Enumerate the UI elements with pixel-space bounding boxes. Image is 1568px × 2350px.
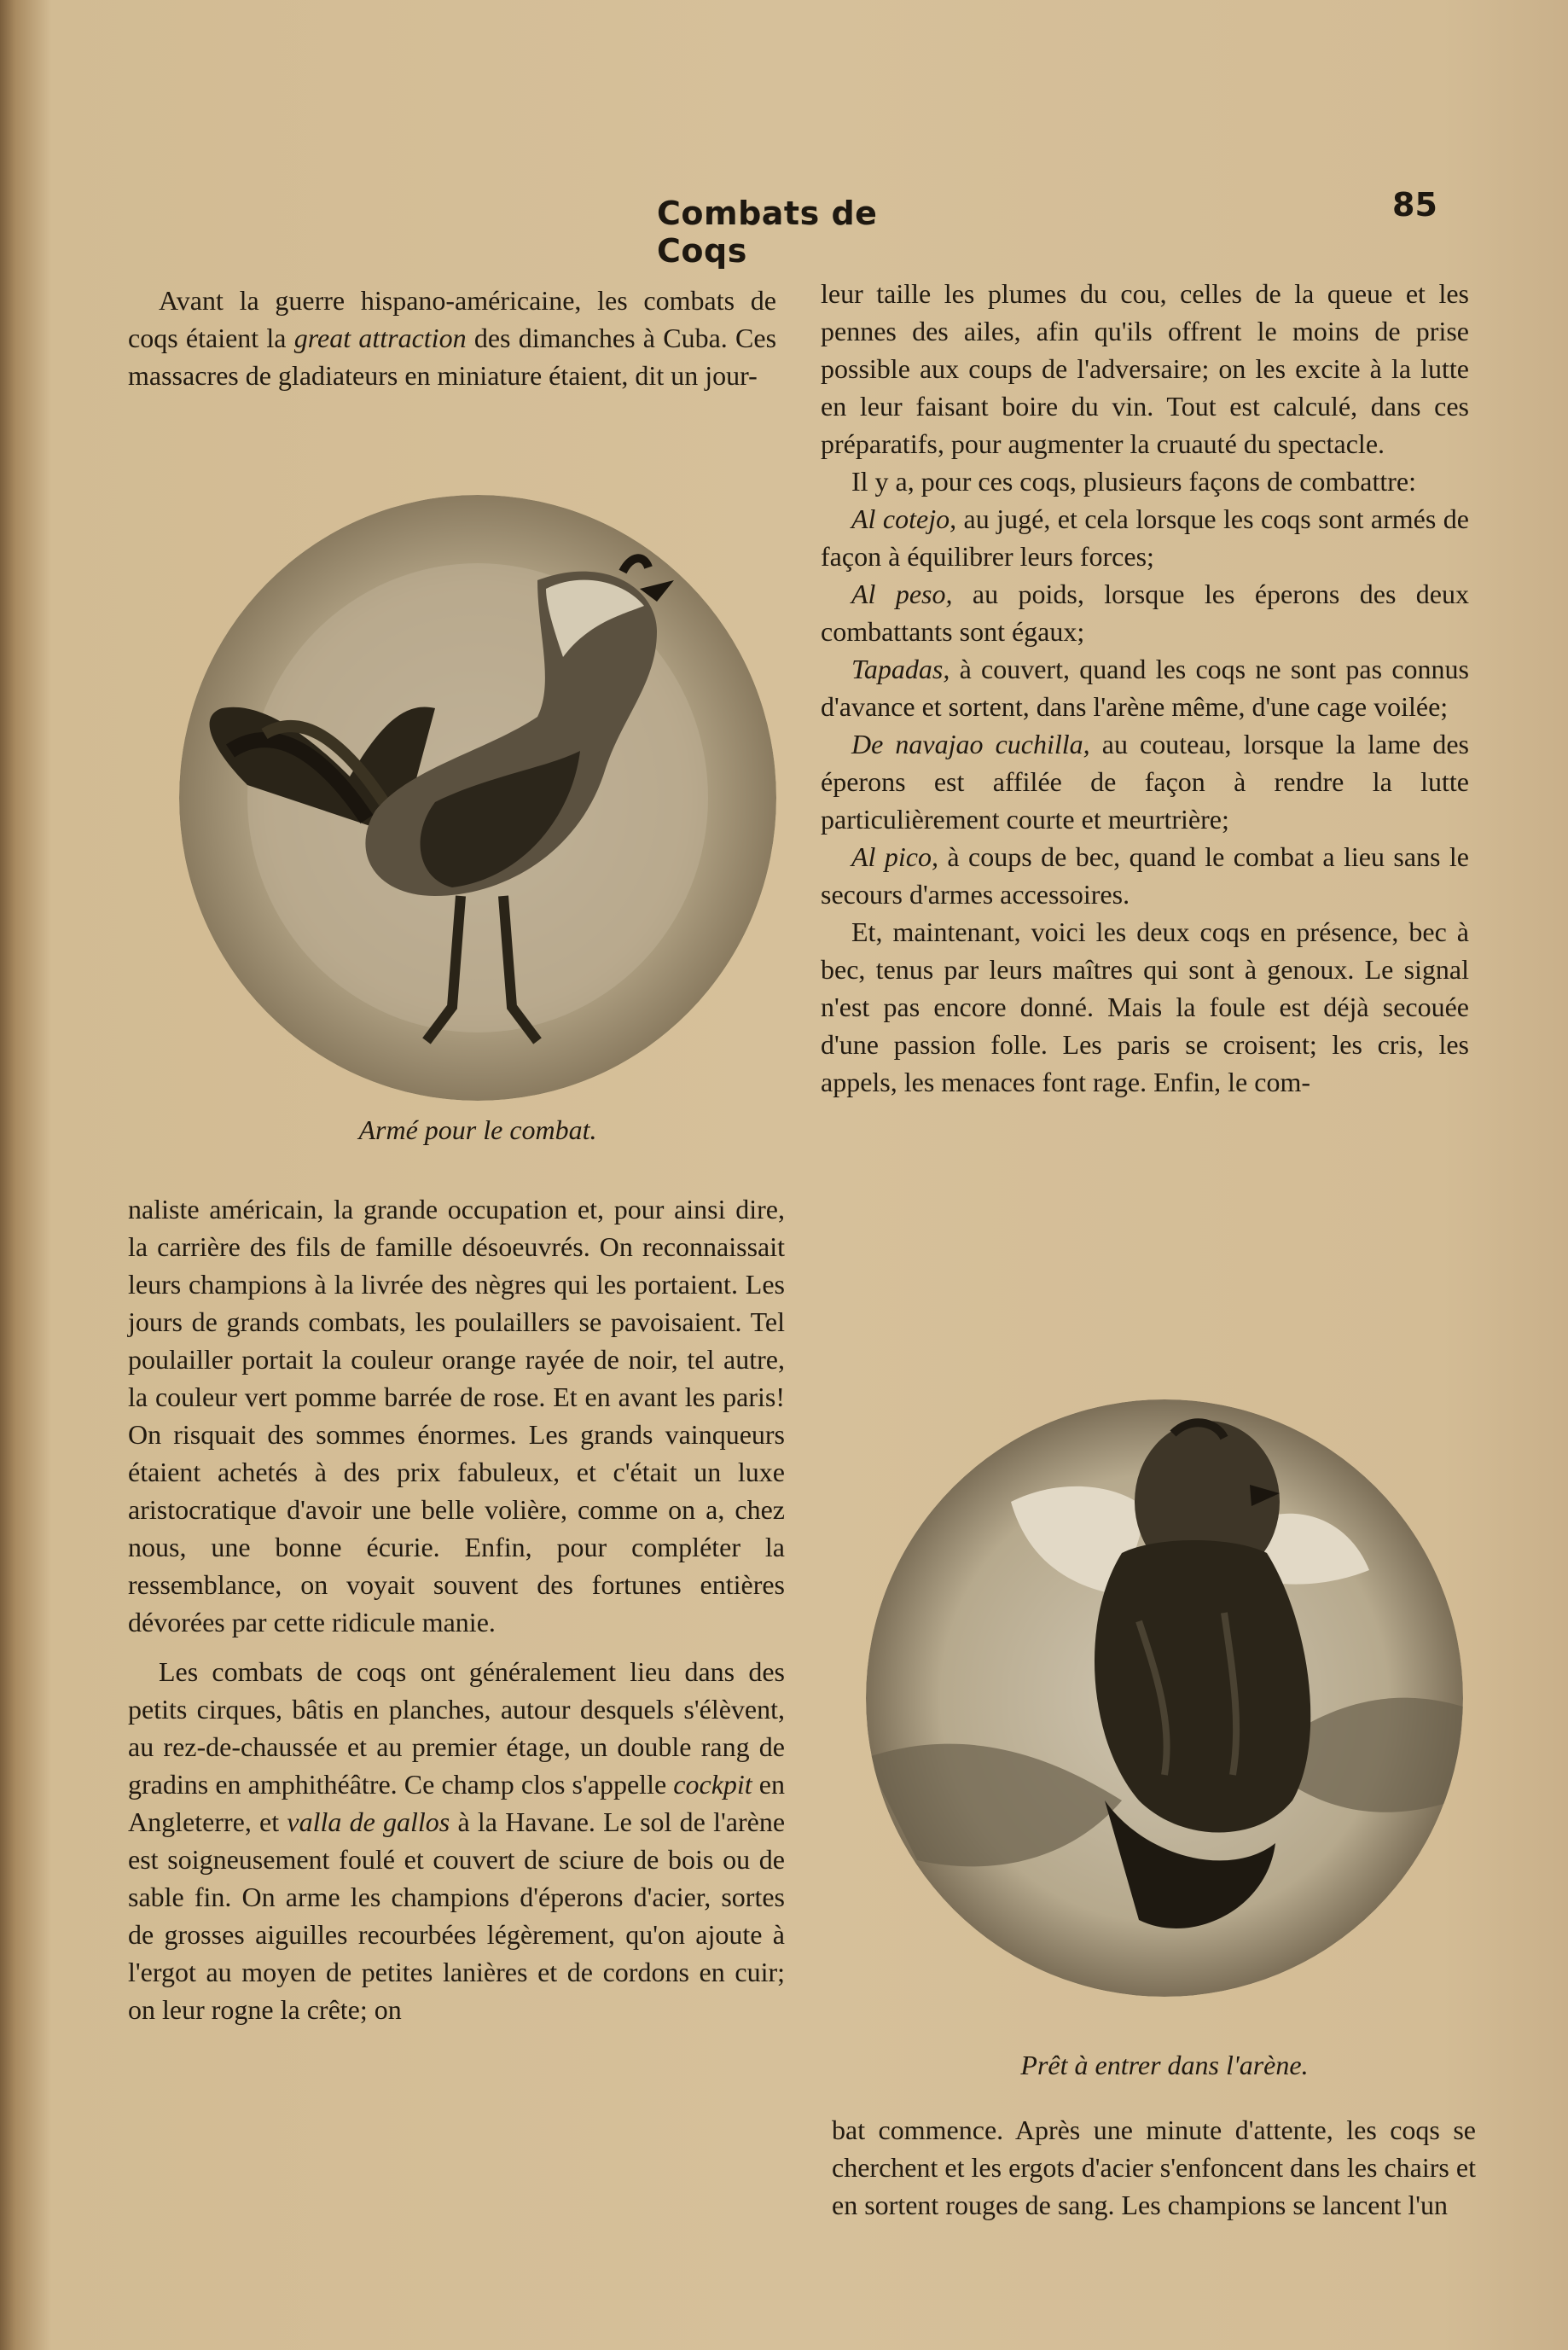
- method-navaja: De navajao cuchilla, au couteau, lorsque la lame des éperons est affilée de façon à rendre la lutte particulièrement courte et meurtrière;: [821, 729, 1470, 835]
- figure2-caption: Prêt à entrer dans l'arène.: [1020, 2050, 1309, 2080]
- running-title: Combats de Coqs: [657, 195, 878, 270]
- right-bottom-text: [832, 2111, 1476, 2224]
- method-cotejo: Al cotejo, au jugé, et cela lorsque les coqs sont armés de façon à équilibrer leurs forces;: [821, 503, 1470, 572]
- left-bottom-text: [128, 1190, 785, 2028]
- left-paragraph-1: naliste américain, la grande occupation et, pour ainsi dire, la carrière des fils de famille désoeuvrés. On reconnaissait leurs champions à la livrée des nègres qui les portaient. Les jours de grands combats, les poulaillers se pavoisaient. Tel poulailler portait la couleur orange rayée de noir, tel autre, la couleur vert pomme barrée de rose. Et en avant les paris! On risquait des sommes énormes. Les grands vainqueurs étaient achetés à des prix fabuleux, et c'était un luxe aristocratique d'avoir une belle volière, comme on a, chez nous, une bonne écurie. Enfin, pour compléter la ressemblance, on voyait souvent des fortunes entières dévorées par cette ridicule manie.: [128, 1194, 785, 1637]
- right-paragraph-1: leur taille les plumes du cou, celles de la queue et les pennes des ailes, afin qu'ils offrent le moins de prise possible aux coups de l'adversaire; on les excite à la lutte en leur faisant boire du vin. Tout est calculé, dans ces préparatifs, pour augmenter la cruauté du spectacle.: [821, 278, 1469, 459]
- left-paragraph-2: Les combats de coqs ont généralement lieu dans des petits cirques, bâtis en planches, autour desquels s'élèvent, au rez-de-chaussée et au premier étage, un double rang de gradins en amphithéâtre. Ce champ clos s'appelle cockpit en Angleterre, et valla de gallos à la Havane. Le sol de l'arène est soigneusement foulé et couvert de sciure de bois ou de sable fin. On arme les champions d'éperons d'acier, sortes de grosses aiguilles recourbées légèrement, qu'on ajoute à l'ergot au moyen de petites lanières et de cordons en cuir; on leur rogne la crête; on: [128, 1656, 786, 2025]
- right-paragraph-8: Et, maintenant, voici les deux coqs en présence, bec à bec, tenus par leurs maîtres qui sont à genoux. Le signal n'est pas encore donné. Mais la foule est déjà secouée d'une passion folle. Les paris se croisent; les cris, les appels, les menaces font rage. Enfin, le com-: [821, 916, 1469, 1097]
- method-pico: Al pico, à coups de bec, quand le combat a lieu sans le secours d'armes accessoires.: [821, 841, 1470, 910]
- right-top-text: [821, 275, 1469, 1101]
- method-tapadas: Tapadas, à couvert, quand les coqs ne sont pas connus d'avance et sortent, dans l'arène même, d'une cage voilée;: [821, 654, 1469, 722]
- rooster-photo-icon: [179, 495, 776, 1101]
- method-peso: Al peso, au poids, lorsque les éperons des deux combattants sont égaux;: [821, 579, 1470, 647]
- right-paragraph-2: Il y a, pour ces coqs, plusieurs façons de combattre:: [851, 466, 1417, 497]
- intro-paragraph: Avant la guerre hispano-américaine, les combats de coqs étaient la great attraction des dimanches à Cuba. Ces massacres de gladiateurs en miniature étaient, dit un jour-: [128, 285, 777, 391]
- right-bottom-paragraph: bat commence. Après une minute d'attente, les coqs se cherchent et les ergots d'acier s'enfoncent dans les chairs et en sortent rouges de sang. Les champions se lancent l'un: [832, 2114, 1476, 2220]
- held-rooster-photo-icon: [866, 1399, 1463, 1997]
- figure1-caption: Armé pour le combat.: [358, 1114, 597, 1145]
- left-top-text: [128, 282, 776, 394]
- page-number: 85: [1392, 186, 1437, 224]
